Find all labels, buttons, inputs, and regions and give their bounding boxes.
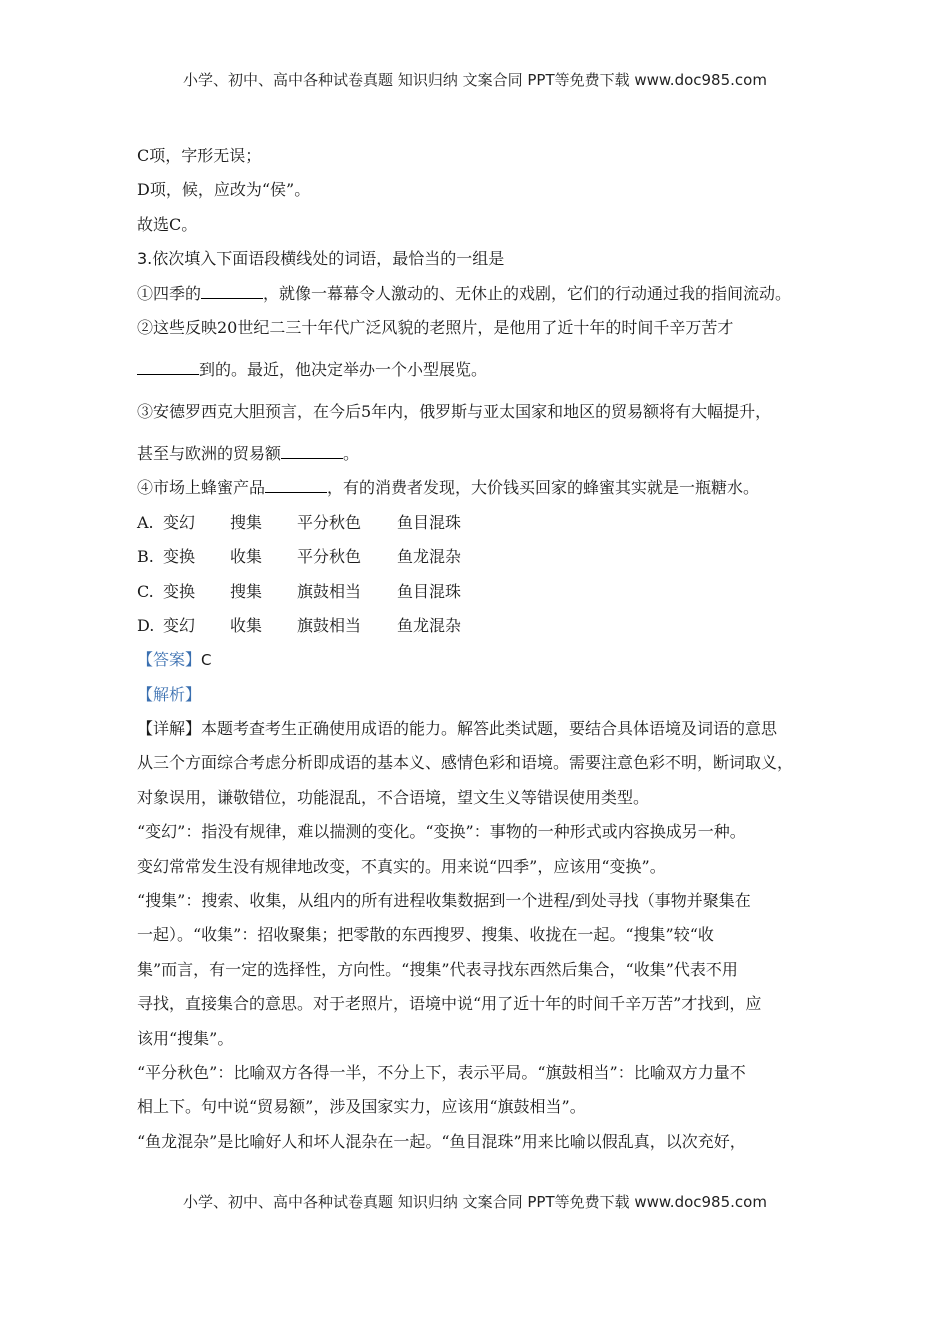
option-c	[137, 580, 827, 604]
option-word-4: 鱼目混珠	[397, 512, 462, 532]
detail-line: 对象误用，谦敬错位，功能混乱，不合语境，望文生义等错误使用类型。	[137, 787, 650, 807]
blank-2	[137, 358, 199, 375]
sentence-4-a: ④市场上蜂蜜产品	[137, 478, 266, 498]
sentence-1-b: ，就像一幕幕令人激动的、无休止的戏剧，它们的行动通过我的指间流动。	[263, 283, 792, 303]
answer-value: C	[201, 651, 212, 670]
page-header: 小学、初中、高中各种试卷真题 知识归纳 文案合同 PPT等免费下载 www.doc985.com	[183, 71, 767, 89]
option-word-2: 搜集	[230, 581, 263, 601]
sentence-3-line-2	[137, 442, 827, 466]
detail-line: “平分秋色”：比喻双方各得一半，不分上下，表示平局。“旗鼓相当”：比喻双方力量不	[137, 1062, 746, 1082]
detail-line: 集”而言，有一定的选择性，方向性。“搜集”代表寻找东西然后集合，“收集”代表不用	[137, 959, 738, 979]
question-stem	[137, 247, 827, 271]
option-word-4: 鱼目混珠	[397, 581, 462, 601]
sentence-2-line-2	[137, 358, 827, 382]
document-body	[137, 144, 827, 1164]
sentence-4-b: ，有的消费者发现，大价钱买回家的蜂蜜其实就是一瓶糖水。	[327, 478, 760, 498]
option-word-3: 平分秋色	[297, 547, 362, 567]
answer-label: 【答案】	[137, 650, 202, 670]
option-word-3: 旗鼓相当	[297, 581, 362, 601]
detail-line: 一起）。“收集”：招收聚集；把零散的东西搜罗、搜集、收拢在一起。“搜集”较“收	[137, 925, 714, 945]
detail-line: “鱼龙混杂”是比喻好人和坏人混杂在一起。“鱼目混珠”用来比喻以假乱真，以次充好，	[137, 1131, 746, 1151]
question-number: 3.	[137, 249, 153, 269]
detail-line: 变幻常常发生没有规律地改变，不真实的。用来说“四季”，应该用“变换”。	[137, 856, 666, 876]
option-letter: A.	[137, 512, 154, 532]
detail-line: 相上下。句中说“贸易额”，涉及国家实力，应该用“旗鼓相当”。	[137, 1097, 586, 1117]
sentence-4	[137, 476, 827, 500]
detail-line: “搜集”：搜索、收集，从组内的所有进程收集数据到一个进程/到处寻找（事物并聚集在	[137, 891, 751, 911]
sentence-2-line-1: ②这些反映20世纪二三十年代广泛风貌的老照片，是他用了近十年的时间千辛万苦才	[137, 317, 734, 337]
option-word-4: 鱼龙混杂	[397, 547, 462, 567]
sentence-2-b: 到的。最近，他决定举办一个小型展览。	[199, 359, 488, 379]
analysis-label: 【解析】	[137, 684, 202, 704]
prev-option-d: D项，候，应改为“侯”。	[137, 180, 311, 200]
option-word-4: 鱼龙混杂	[397, 615, 462, 635]
question-stem-text: 依次填入下面语段横线处的词语，最恰当的一组是	[152, 249, 505, 269]
sentence-1-a: ①四季的	[137, 283, 202, 303]
detail-line: 【详解】本题考查考生正确使用成语的能力。解答此类试题，要结合具体语境及词语的意思	[137, 719, 778, 739]
option-word-1: 变幻	[163, 615, 196, 635]
prev-option-c: C项，字形无误；	[137, 146, 262, 165]
page-footer: 小学、初中、高中各种试卷真题 知识归纳 文案合同 PPT等免费下载 www.doc985.com	[183, 1193, 767, 1211]
option-word-1: 变换	[163, 547, 196, 567]
option-word-3: 旗鼓相当	[297, 615, 362, 635]
blank-4	[265, 476, 327, 493]
sentence-3-line-1: ③安德罗西克大胆预言，在今后5年内，俄罗斯与亚太国家和地区的贸易额将有大幅提升，	[137, 401, 772, 421]
option-word-3: 平分秋色	[297, 512, 362, 532]
option-b	[137, 545, 827, 569]
option-a	[137, 511, 827, 535]
option-word-2: 收集	[230, 615, 263, 635]
detail-line: “变幻”：指没有规律，难以揣测的变化。“变换”：事物的一种形式或内容换成另一种。	[137, 822, 746, 842]
blank-3	[281, 442, 343, 459]
detail-line: 该用“搜集”。	[137, 1028, 234, 1048]
sentence-3-b: 甚至与欧洲的贸易额	[137, 443, 282, 463]
prev-choice: 故选C。	[137, 214, 198, 234]
detail-line: 从三个方面综合考虑分析即成语的基本义、感情色彩和语境。需要注意色彩不明，断词取义，	[137, 753, 794, 773]
option-word-2: 收集	[230, 547, 263, 567]
detail-line: 寻找，直接集合的意思。对于老照片，语境中说“用了近十年的时间千辛万苦”才找到，应	[137, 994, 762, 1014]
blank-1	[201, 282, 263, 299]
analysis-line	[137, 683, 827, 707]
option-word-2: 搜集	[230, 512, 263, 532]
sentence-3-c: 。	[343, 443, 360, 463]
option-d	[137, 614, 827, 638]
option-word-1: 变幻	[163, 512, 196, 532]
option-letter: B.	[137, 547, 154, 567]
option-letter: C.	[137, 581, 154, 601]
answer-line	[137, 648, 827, 672]
sentence-1	[137, 282, 827, 306]
option-word-1: 变换	[163, 581, 196, 601]
option-letter: D.	[137, 615, 155, 635]
